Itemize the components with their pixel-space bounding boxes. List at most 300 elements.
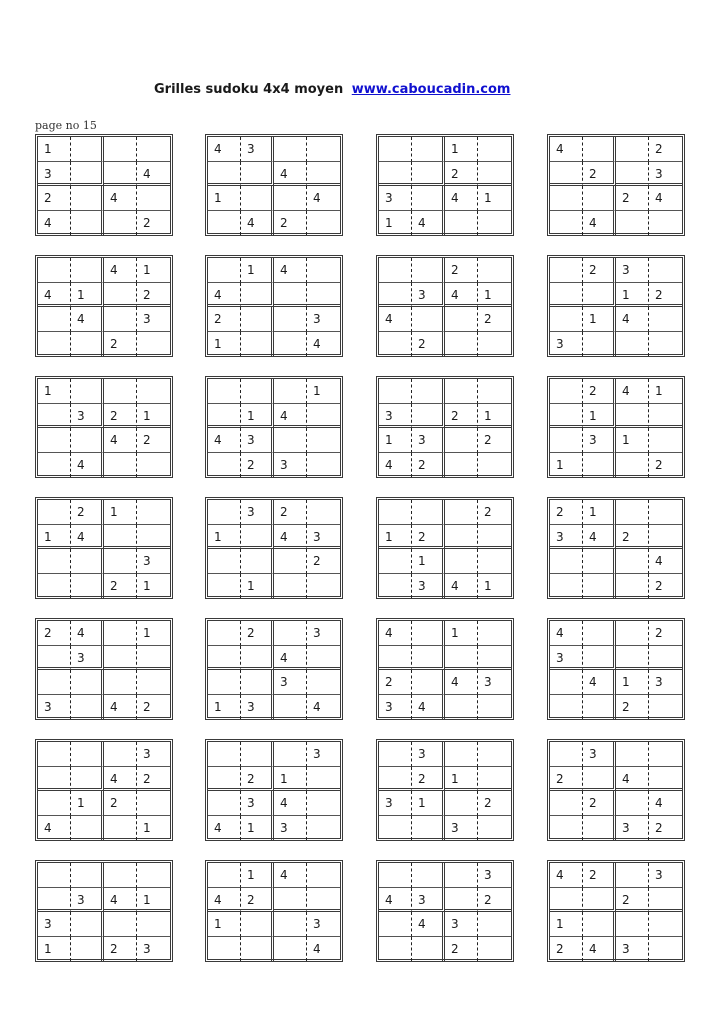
sudoku-cell xyxy=(307,258,340,283)
sudoku-cell: 3 xyxy=(379,791,412,816)
sudoku-cell: 1 xyxy=(379,428,412,453)
sudoku-cell xyxy=(649,937,682,961)
sudoku-cell: 3 xyxy=(241,137,274,162)
sudoku-cell: 3 xyxy=(274,670,307,695)
sudoku-cell: 3 xyxy=(241,791,274,816)
sudoku-cell xyxy=(478,525,511,550)
sudoku-cell: 4 xyxy=(583,211,616,235)
sudoku-cell xyxy=(71,863,104,888)
sudoku-cell: 1 xyxy=(241,574,274,598)
sudoku-cell xyxy=(274,695,307,719)
sudoku-cell: 1 xyxy=(208,525,241,550)
sudoku-cell: 3 xyxy=(616,816,649,840)
sudoku-cell: 2 xyxy=(616,888,649,913)
sudoku-cell: 1 xyxy=(241,404,274,429)
sudoku-cell: 2 xyxy=(241,621,274,646)
sudoku-cell xyxy=(38,670,71,695)
sudoku-cell: 3 xyxy=(241,500,274,525)
sudoku-cell: 1 xyxy=(241,258,274,283)
sudoku-cell xyxy=(104,162,137,187)
sudoku-cell xyxy=(208,162,241,187)
sudoku-cell xyxy=(274,137,307,162)
sudoku-cell: 2 xyxy=(478,307,511,332)
sudoku-cell: 4 xyxy=(583,525,616,550)
sudoku-cell xyxy=(274,549,307,574)
sudoku-cell xyxy=(412,937,445,961)
sudoku-cell: 2 xyxy=(274,211,307,235)
sudoku-cell xyxy=(583,137,616,162)
sudoku-cell xyxy=(71,816,104,840)
sudoku-cell: 2 xyxy=(412,453,445,477)
sudoku-cell: 4 xyxy=(445,574,478,598)
sudoku-cell: 1 xyxy=(583,500,616,525)
sudoku-cell: 2 xyxy=(655,820,663,835)
sudoku-cell: 4 xyxy=(313,336,321,351)
sudoku-cell: 1 xyxy=(412,549,445,574)
sudoku-cell xyxy=(550,742,583,767)
sudoku-cell xyxy=(379,646,412,671)
sudoku-cell xyxy=(616,791,649,816)
sudoku-cell: 1 xyxy=(478,283,511,308)
sudoku-cell xyxy=(307,767,340,792)
sudoku-cell xyxy=(137,912,170,937)
sudoku-cell xyxy=(412,670,445,695)
sudoku-cell: 2 xyxy=(655,457,663,472)
sudoku-cell: 2 xyxy=(208,307,241,332)
sudoku-cell xyxy=(137,453,170,477)
sudoku-cell xyxy=(616,621,649,646)
sudoku-cell: 1 xyxy=(550,912,583,937)
sudoku-grid xyxy=(205,134,343,236)
sudoku-cell xyxy=(241,670,274,695)
sudoku-cell: 4 xyxy=(274,863,307,888)
sudoku-cell xyxy=(104,525,137,550)
sudoku-cell xyxy=(274,428,307,453)
sudoku-grid xyxy=(376,134,514,236)
sudoku-cell: 4 xyxy=(71,307,104,332)
sudoku-cell: 4 xyxy=(550,137,583,162)
sudoku-cell xyxy=(104,379,137,404)
sudoku-cell xyxy=(412,816,445,840)
sudoku-cell xyxy=(208,549,241,574)
sudoku-cell xyxy=(616,162,649,187)
sudoku-cell xyxy=(71,912,104,937)
sudoku-cell xyxy=(241,937,274,961)
sudoku-cell xyxy=(38,549,71,574)
sudoku-cell xyxy=(550,816,583,840)
sudoku-cell: 3 xyxy=(137,549,170,574)
sudoku-cell xyxy=(550,162,583,187)
sudoku-cell: 1 xyxy=(616,283,649,308)
sudoku-cell xyxy=(104,816,137,840)
sudoku-cell xyxy=(445,863,478,888)
sudoku-cell: 2 xyxy=(478,791,511,816)
sudoku-cell xyxy=(38,307,71,332)
sudoku-cell: 2 xyxy=(241,453,274,477)
sudoku-cell xyxy=(307,453,340,477)
sudoku-cell: 3 xyxy=(412,428,445,453)
sudoku-cell xyxy=(550,258,583,283)
sudoku-cell xyxy=(307,500,340,525)
sudoku-cell xyxy=(616,137,649,162)
sudoku-cell xyxy=(38,646,71,671)
sudoku-cell: 2 xyxy=(478,888,511,913)
sudoku-cell xyxy=(445,500,478,525)
sudoku-grid xyxy=(35,618,173,720)
sudoku-grid xyxy=(376,255,514,357)
sudoku-cell xyxy=(241,549,274,574)
sudoku-cell xyxy=(241,912,274,937)
sudoku-cell xyxy=(445,646,478,671)
sudoku-cell: 1 xyxy=(484,578,492,593)
sudoku-cell xyxy=(616,574,649,598)
sudoku-cell xyxy=(583,186,616,211)
sudoku-cell xyxy=(241,307,274,332)
sudoku-cell xyxy=(478,453,511,477)
sudoku-grid xyxy=(205,497,343,599)
sudoku-cell xyxy=(208,937,241,961)
sudoku-cell xyxy=(379,500,412,525)
sudoku-cell xyxy=(583,912,616,937)
sudoku-cell xyxy=(616,863,649,888)
sudoku-cell xyxy=(241,186,274,211)
sudoku-cell: 2 xyxy=(583,258,616,283)
sudoku-cell xyxy=(71,549,104,574)
sudoku-cell: 3 xyxy=(478,670,511,695)
sudoku-cell xyxy=(412,307,445,332)
sudoku-cell xyxy=(307,283,340,308)
sudoku-grid xyxy=(35,739,173,841)
sudoku-grid xyxy=(376,376,514,478)
sudoku-cell xyxy=(478,162,511,187)
sudoku-cell xyxy=(71,332,104,356)
sudoku-cell xyxy=(379,162,412,187)
sudoku-grid xyxy=(547,497,685,599)
sudoku-cell xyxy=(104,646,137,671)
sudoku-cell: 1 xyxy=(412,791,445,816)
sudoku-cell: 4 xyxy=(616,379,649,404)
sudoku-cell: 1 xyxy=(38,937,71,961)
sudoku-cell: 3 xyxy=(71,404,104,429)
sudoku-cell xyxy=(583,332,616,356)
sudoku-cell xyxy=(274,332,307,356)
sudoku-cell: 4 xyxy=(313,699,321,714)
sudoku-cell: 1 xyxy=(38,525,71,550)
sudoku-cell: 4 xyxy=(104,888,137,913)
sudoku-cell: 1 xyxy=(445,621,478,646)
sudoku-cell: 3 xyxy=(379,404,412,429)
sudoku-cell: 1 xyxy=(208,912,241,937)
sudoku-cell: 1 xyxy=(137,621,170,646)
sudoku-grid xyxy=(35,376,173,478)
sudoku-cell xyxy=(379,912,412,937)
sudoku-cell: 4 xyxy=(104,695,137,719)
sudoku-cell xyxy=(550,186,583,211)
sudoku-cell xyxy=(649,525,682,550)
sudoku-cell xyxy=(649,428,682,453)
sudoku-cell: 1 xyxy=(137,404,170,429)
sudoku-cell: 2 xyxy=(412,767,445,792)
sudoku-cell: 1 xyxy=(143,578,151,593)
sudoku-cell xyxy=(379,574,412,598)
sudoku-cell xyxy=(550,307,583,332)
sudoku-cell xyxy=(274,888,307,913)
sudoku-cell: 3 xyxy=(478,863,511,888)
sudoku-cell xyxy=(137,186,170,211)
sudoku-cell xyxy=(550,670,583,695)
sudoku-cell xyxy=(104,137,137,162)
sudoku-cell: 2 xyxy=(583,162,616,187)
sudoku-cell xyxy=(104,307,137,332)
sudoku-cell: 1 xyxy=(307,379,340,404)
sudoku-cell: 2 xyxy=(143,215,151,230)
sudoku-cell xyxy=(208,574,241,598)
sudoku-cell xyxy=(104,211,137,235)
sudoku-cell: 2 xyxy=(616,186,649,211)
sudoku-cell xyxy=(274,621,307,646)
sudoku-cell: 1 xyxy=(616,428,649,453)
sudoku-cell xyxy=(104,670,137,695)
sudoku-cell xyxy=(307,888,340,913)
sudoku-cell xyxy=(71,428,104,453)
sudoku-cell xyxy=(478,695,511,719)
sudoku-cell xyxy=(38,428,71,453)
sudoku-cell: 1 xyxy=(649,379,682,404)
sudoku-cell: 2 xyxy=(583,863,616,888)
sudoku-grid xyxy=(205,255,343,357)
sudoku-cell: 3 xyxy=(71,888,104,913)
sudoku-cell xyxy=(649,211,682,235)
sudoku-cell: 4 xyxy=(412,695,445,719)
sudoku-cell xyxy=(274,307,307,332)
sudoku-cell xyxy=(307,137,340,162)
sudoku-cell xyxy=(307,211,340,235)
sudoku-cell xyxy=(208,379,241,404)
sudoku-cell xyxy=(583,283,616,308)
sudoku-cell: 2 xyxy=(649,283,682,308)
sudoku-cell xyxy=(38,574,71,598)
sudoku-cell xyxy=(649,404,682,429)
sudoku-cell xyxy=(137,646,170,671)
sudoku-cell xyxy=(478,549,511,574)
sudoku-cell xyxy=(583,574,616,598)
sudoku-cell: 3 xyxy=(649,863,682,888)
sudoku-cell: 1 xyxy=(71,791,104,816)
sudoku-cell xyxy=(616,549,649,574)
sudoku-cell xyxy=(478,211,511,235)
sudoku-cell xyxy=(445,428,478,453)
sudoku-grid xyxy=(35,497,173,599)
sudoku-cell xyxy=(616,500,649,525)
sudoku-grid xyxy=(547,255,685,357)
sudoku-cell xyxy=(478,258,511,283)
sudoku-cell xyxy=(38,332,71,356)
sudoku-cell xyxy=(274,937,307,961)
sudoku-cell xyxy=(478,646,511,671)
sudoku-grid xyxy=(376,618,514,720)
sudoku-cell xyxy=(445,695,478,719)
page-number-label: page no 15 xyxy=(35,119,97,132)
sudoku-cell xyxy=(38,863,71,888)
sudoku-cell: 2 xyxy=(104,574,137,598)
sudoku-cell xyxy=(241,525,274,550)
sudoku-cell xyxy=(379,816,412,840)
sudoku-cell: 1 xyxy=(241,816,274,840)
sudoku-cell: 4 xyxy=(104,767,137,792)
sudoku-cell xyxy=(412,404,445,429)
sudoku-cell xyxy=(550,283,583,308)
sudoku-cell: 2 xyxy=(241,888,274,913)
sudoku-cell: 2 xyxy=(445,162,478,187)
sudoku-cell: 3 xyxy=(137,307,170,332)
sudoku-cell: 1 xyxy=(143,820,151,835)
sudoku-cell xyxy=(583,767,616,792)
sudoku-cell: 3 xyxy=(307,912,340,937)
sudoku-cell: 4 xyxy=(445,670,478,695)
sudoku-cell: 2 xyxy=(137,283,170,308)
sudoku-cell xyxy=(478,137,511,162)
sudoku-cell xyxy=(478,767,511,792)
sudoku-cell: 4 xyxy=(71,621,104,646)
sudoku-cell: 3 xyxy=(550,332,583,356)
sudoku-cell: 3 xyxy=(412,283,445,308)
sudoku-cell: 4 xyxy=(208,888,241,913)
sudoku-cell xyxy=(208,258,241,283)
sudoku-cell xyxy=(478,379,511,404)
sudoku-cell: 1 xyxy=(379,211,412,235)
sudoku-grid xyxy=(205,739,343,841)
sudoku-cell: 3 xyxy=(649,162,682,187)
sudoku-cell xyxy=(379,332,412,356)
sudoku-cell: 3 xyxy=(412,888,445,913)
sudoku-cell xyxy=(137,525,170,550)
sudoku-cell xyxy=(550,549,583,574)
sudoku-cell xyxy=(274,186,307,211)
sudoku-cell: 1 xyxy=(550,453,583,477)
sudoku-cell: 3 xyxy=(307,307,340,332)
sudoku-cell xyxy=(71,211,104,235)
sudoku-cell: 2 xyxy=(137,428,170,453)
sudoku-cell xyxy=(616,211,649,235)
sudoku-cell xyxy=(208,211,241,235)
sudoku-cell: 4 xyxy=(649,549,682,574)
sudoku-cell: 4 xyxy=(274,162,307,187)
sudoku-grid xyxy=(205,860,343,962)
sudoku-cell: 2 xyxy=(478,428,511,453)
sudoku-cell: 1 xyxy=(104,500,137,525)
sudoku-cell xyxy=(208,621,241,646)
sudoku-cell xyxy=(38,258,71,283)
sudoku-grid xyxy=(376,860,514,962)
sudoku-cell: 3 xyxy=(583,742,616,767)
sudoku-cell: 4 xyxy=(412,211,445,235)
sudoku-cell xyxy=(307,404,340,429)
sudoku-cell xyxy=(478,912,511,937)
sudoku-cell xyxy=(412,258,445,283)
sudoku-cell xyxy=(274,574,307,598)
sudoku-cell xyxy=(478,621,511,646)
sudoku-cell: 1 xyxy=(478,186,511,211)
sudoku-cell: 3 xyxy=(445,816,478,840)
sudoku-cell xyxy=(583,888,616,913)
sudoku-cell: 2 xyxy=(137,767,170,792)
sudoku-cell xyxy=(379,863,412,888)
sudoku-cell: 3 xyxy=(137,742,170,767)
sudoku-cell xyxy=(616,646,649,671)
sudoku-cell: 1 xyxy=(208,695,241,719)
sudoku-cell xyxy=(445,379,478,404)
sudoku-cell: 1 xyxy=(71,283,104,308)
sudoku-cell: 3 xyxy=(38,695,71,719)
sudoku-cell xyxy=(445,888,478,913)
sudoku-cell xyxy=(208,453,241,477)
sudoku-cell xyxy=(649,695,682,719)
sudoku-cell: 2 xyxy=(445,258,478,283)
sudoku-cell xyxy=(71,186,104,211)
sudoku-cell: 4 xyxy=(379,307,412,332)
sudoku-cell xyxy=(616,912,649,937)
sudoku-cell: 3 xyxy=(583,428,616,453)
sudoku-cell: 1 xyxy=(616,670,649,695)
sudoku-cell: 2 xyxy=(143,699,151,714)
sudoku-cell: 4 xyxy=(649,186,682,211)
sudoku-cell: 4 xyxy=(274,525,307,550)
sudoku-grid xyxy=(376,497,514,599)
sudoku-cell: 1 xyxy=(208,186,241,211)
sudoku-cell xyxy=(71,137,104,162)
sudoku-grid xyxy=(547,618,685,720)
sudoku-cell: 2 xyxy=(649,137,682,162)
sudoku-grid xyxy=(35,134,173,236)
sudoku-cell xyxy=(583,646,616,671)
sudoku-cell xyxy=(104,453,137,477)
sudoku-cell xyxy=(208,646,241,671)
sudoku-cell: 3 xyxy=(307,742,340,767)
sudoku-cell: 4 xyxy=(445,283,478,308)
sudoku-cell xyxy=(104,742,137,767)
sudoku-cell: 4 xyxy=(208,816,241,840)
sudoku-cell: 4 xyxy=(208,283,241,308)
sudoku-cell: 4 xyxy=(274,258,307,283)
sudoku-cell xyxy=(137,863,170,888)
sudoku-cell xyxy=(307,646,340,671)
sudoku-cell xyxy=(445,742,478,767)
sudoku-cell: 2 xyxy=(550,500,583,525)
sudoku-cell xyxy=(274,283,307,308)
sudoku-grid xyxy=(547,134,685,236)
sudoku-cell xyxy=(379,742,412,767)
sudoku-cell: 3 xyxy=(649,670,682,695)
sudoku-cell: 4 xyxy=(583,937,616,961)
sudoku-cell xyxy=(445,211,478,235)
sudoku-cell: 1 xyxy=(445,767,478,792)
sudoku-cell: 4 xyxy=(583,670,616,695)
sudoku-cell: 3 xyxy=(616,937,649,961)
sudoku-cell xyxy=(412,621,445,646)
sudoku-cell: 4 xyxy=(274,646,307,671)
sudoku-cell xyxy=(412,863,445,888)
sudoku-cell xyxy=(38,500,71,525)
sudoku-cell xyxy=(445,549,478,574)
sudoku-cell xyxy=(38,453,71,477)
sudoku-cell: 2 xyxy=(445,937,478,961)
sudoku-cell xyxy=(550,574,583,598)
sudoku-cell xyxy=(137,791,170,816)
sudoku-cell xyxy=(38,742,71,767)
website-link[interactable]: www.caboucadin.com xyxy=(351,82,511,97)
sudoku-cell: 3 xyxy=(143,941,151,956)
sudoku-cell: 3 xyxy=(412,574,445,598)
